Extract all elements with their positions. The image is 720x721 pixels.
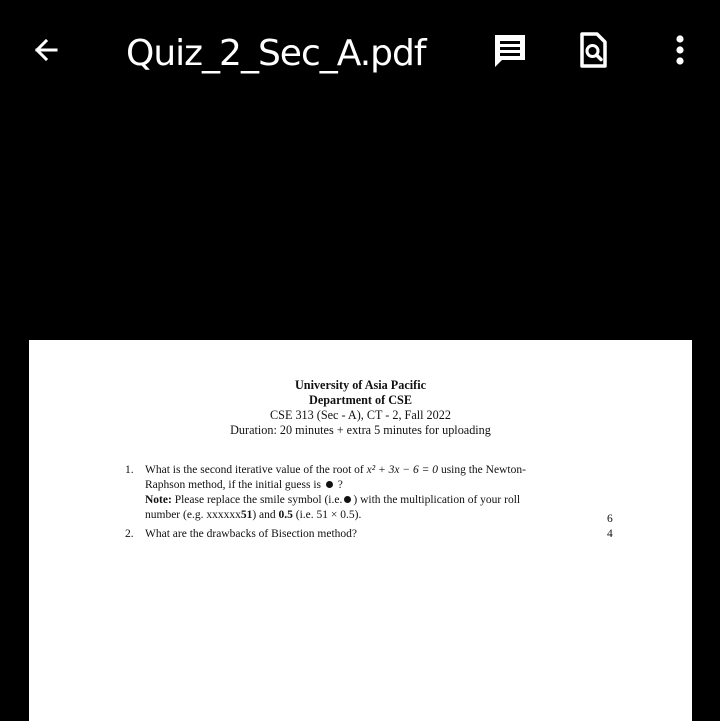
question-1-line-2: Raphson method, if the initial guess is ? (145, 479, 343, 491)
more-options-button[interactable] (660, 30, 700, 70)
question-1-marks: 6 (607, 513, 613, 525)
question-2-marks: 4 (607, 528, 613, 540)
department-heading: Department of CSE (309, 393, 412, 407)
duration-line: Duration: 20 minutes + extra 5 minutes for uploading (230, 423, 491, 437)
question-1-line-1: What is the second iterative value of the root of x² + 3x − 6 = 0 using the Newton- (145, 464, 526, 476)
more-vertical-icon (660, 30, 700, 70)
document-title: Quiz_2_Sec_A.pdf (126, 33, 426, 74)
course-line: CSE 313 (Sec - A), CT - 2, Fall 2022 (270, 408, 451, 422)
reader-mode-button[interactable] (490, 30, 530, 70)
reader-mode-icon (490, 30, 530, 70)
pdf-page (29, 340, 692, 721)
question-2-number: 2. (125, 528, 134, 540)
question-1-note: Note: Please replace the smile symbol (i.e. ) with the multiplication of your roll (145, 494, 521, 506)
question-1-number: 1. (125, 464, 134, 476)
search-document-icon (573, 30, 613, 70)
smile-symbol-icon (326, 481, 333, 488)
equation: x² + 3x − 6 = 0 (366, 464, 439, 476)
search-document-button[interactable] (573, 30, 613, 70)
university-heading: University of Asia Pacific (295, 378, 426, 392)
smile-symbol-icon (344, 496, 351, 503)
question-2-text: What are the drawbacks of Bisection method? (145, 528, 358, 540)
app-toolbar (0, 0, 720, 110)
back-button[interactable] (28, 32, 64, 68)
question-1-line-4: number (e.g. xxxxxx51) and 0.5 (i.e. 51 × 0.5). (145, 509, 362, 521)
arrow-left-icon (28, 32, 64, 68)
